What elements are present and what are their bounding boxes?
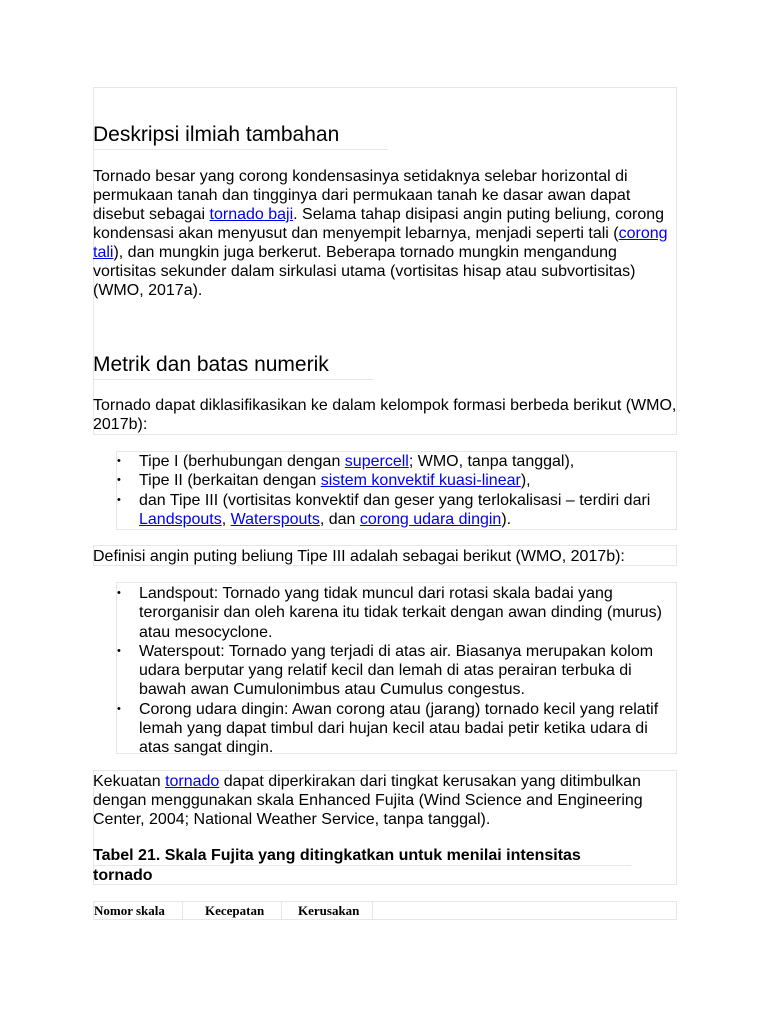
link-waterspouts[interactable]: Waterspouts (230, 510, 320, 528)
heading-text: Deskripsi ilmiah tambahan (93, 123, 340, 146)
text-run: , dan (319, 510, 360, 528)
section-heading-metrics (93, 352, 331, 378)
list-item (116, 491, 676, 530)
strength-paragraph (93, 772, 677, 829)
list-item (116, 471, 676, 490)
table-header-frame (93, 901, 677, 920)
link-cold-air-funnel[interactable]: corong udara dingin (359, 510, 502, 528)
link-corong-tali[interactable]: corong tali (93, 225, 668, 261)
link-tornado-baji[interactable]: tornado baji (209, 206, 294, 223)
text-run: ). (501, 510, 512, 528)
list-item: • Corong udara dingin: Awan corong atau (jarang) tornado kecil yang relatif lemah yang dapat timbul dari hujan kecil atau badai petir ketika udara di atas sangat dingin. (116, 700, 676, 758)
section-heading-description (93, 122, 341, 148)
table-col-divider (372, 901, 373, 920)
link-supercell[interactable]: supercell (344, 453, 409, 470)
description-paragraph (93, 167, 677, 300)
text-run: ), dan mungkin juga berkerut. Beberapa tornado mungkin mengandung vortisitas sekunder dalam sirkulasi utama (vortisitas hisap atau subvortisitas) (WMO, 2017a). (93, 244, 636, 299)
text-run: Tornado besar yang corong kondensasinya setidaknya selebar horizontal di permukaan tanah dan tingginya dari permukaan tanah ke dasar awan dapat disebut sebagai (93, 168, 631, 223)
table-col-divider (281, 901, 282, 920)
heading-underline (93, 379, 374, 380)
table-header-speed: Kecepatan (205, 903, 265, 918)
text-run: dan Tipe III (vortisitas konvektif dan geser yang terlokalisasi – terdiri dari (139, 491, 651, 509)
table-caption: Tabel 21. Skala Fujita yang ditingkatkan untuk menilai intensitas tornado (93, 847, 581, 884)
text-run: , (221, 510, 231, 528)
classification-intro: Tornado dapat diklasifikasikan ke dalam kelompok formasi berbeda berikut (WMO, 2017b): (93, 397, 677, 433)
table-header-scale: Nomor skala (94, 903, 165, 918)
link-qlcs[interactable]: sistem konvektif kuasi-linear (320, 472, 521, 490)
heading-underline (93, 149, 388, 150)
text-run: Kekuatan (93, 773, 166, 790)
text-run: Tipe I (berhubungan dengan (139, 453, 345, 470)
definitions-list (116, 584, 676, 758)
link-landspouts[interactable]: Landspouts (139, 510, 222, 528)
list-item: • Landspout: Tornado yang tidak muncul dari rotasi skala badai yang terorganisir dan oleh karena itu tidak terkait dengan awan dinding (murus) atau mesocyclone. (116, 584, 676, 642)
text-run: Tipe II (berkaitan dengan (139, 472, 321, 490)
text-run: dapat diperkirakan dari tingkat kerusakan yang ditimbulkan dengan menggunakan skala Enhanced Fujita (Wind Science and Engineering Center, 2004; National Weather Service, tanpa tanggal). (93, 773, 643, 828)
heading-text: Metrik dan batas numerik (93, 353, 329, 376)
list-item: • Waterspout: Tornado yang terjadi di atas air. Biasanya merupakan kolom udara berputar yang relatif kecil dan lemah di atas perairan terbuka di bawah awan Cumulonimbus atau Cumulus congestus. (116, 642, 676, 700)
table-header-damage: Kerusakan (298, 903, 360, 918)
table-col-divider (182, 901, 183, 920)
link-tornado[interactable]: tornado (165, 773, 220, 790)
text-run: . Selama tahap disipasi angin puting beliung, corong kondensasi akan menyusut dan menyempit lebarnya, menjadi seperti tali ( (93, 206, 665, 242)
tornado-types-list (116, 452, 676, 529)
text-run: ; WMO, tanpa tanggal), (408, 453, 575, 470)
text-run: ), (520, 472, 531, 490)
definition-intro: Definisi angin puting beliung Tipe III adalah sebagai berikut (WMO, 2017b): (93, 548, 625, 565)
caption-underline (93, 865, 631, 866)
list-item (116, 452, 676, 471)
